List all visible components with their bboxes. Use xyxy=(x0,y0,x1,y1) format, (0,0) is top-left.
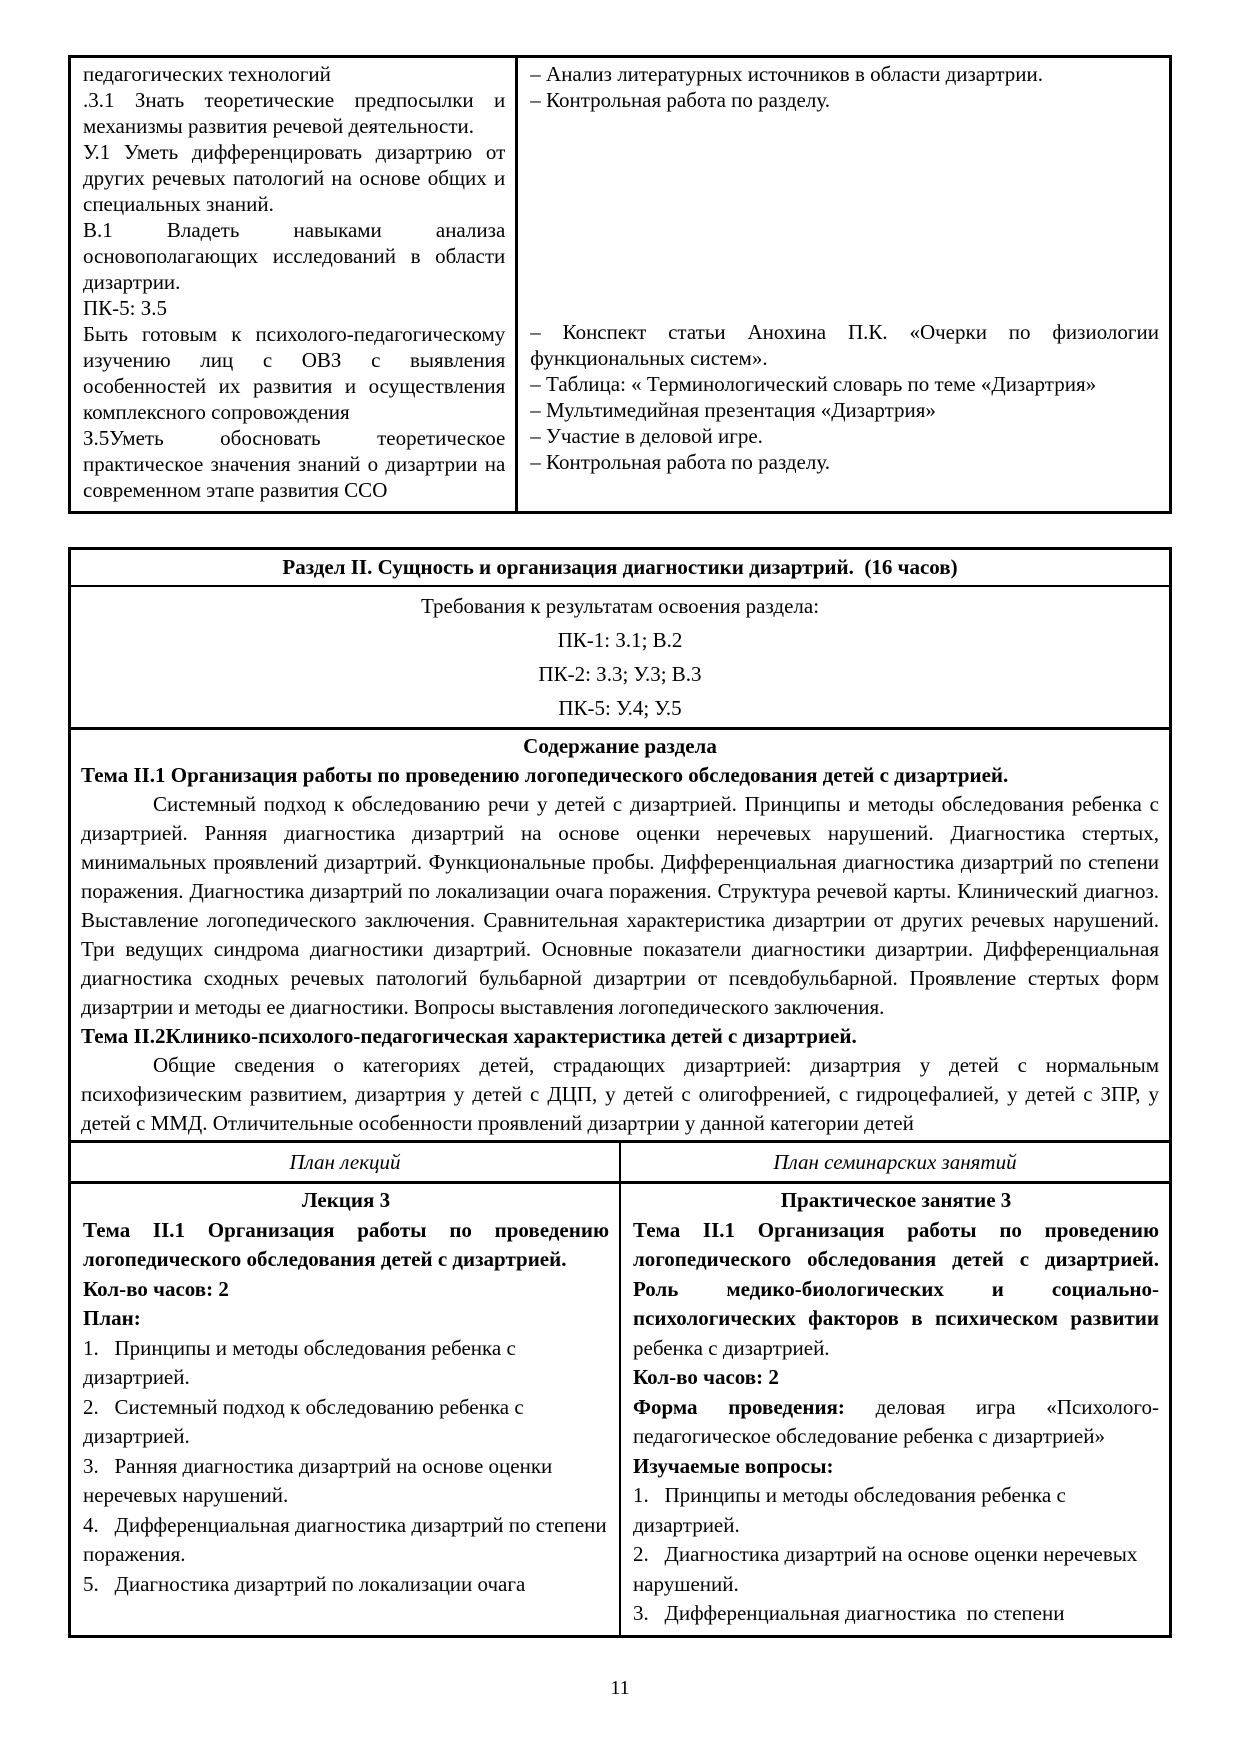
section-title: Раздел II. Сущность и организация диагностики дизартрий. (16 часов) xyxy=(70,549,1171,587)
content-cell xyxy=(70,729,1171,1142)
requirements-row xyxy=(70,586,1171,729)
seminar-form xyxy=(633,1393,1159,1452)
competency-paragraph: У.1 Уметь дифференцировать дизартрию от других речевых патологий на основе общих и специальных знаний. xyxy=(83,140,506,216)
section-title-row xyxy=(70,549,1171,587)
competencies-cell xyxy=(70,57,517,513)
competency-paragraph: Быть готовым к психолого-педагогическому изучению лиц с ОВЗ с выявления особенностей их развития и осуществления комплексного сопровождения xyxy=(83,322,506,424)
seminar-topic xyxy=(633,1216,1159,1364)
lecture-hours: Кол-во часов: 2 xyxy=(83,1276,229,1301)
assignments-cell xyxy=(517,57,1171,513)
requirement-line: ПК-2: З.3; У.3; В.3 xyxy=(538,662,702,686)
lecture-plan-label: План: xyxy=(83,1306,141,1330)
seminar-question-item: 3. Дифференциальная диагностика по степени xyxy=(633,1601,1065,1625)
seminar-topic-bold: Тема II.1 Организация работы по проведению логопедического обследования детей с дизартрией. Роль медико-биологических и социально-психологических факторов в психическом развитии xyxy=(633,1217,1159,1330)
lecture-topic: Тема II.1 Организация работы по проведению логопедического обследования детей с дизартрией. xyxy=(83,1217,609,1271)
seminar-form-label: Форма проведения: xyxy=(633,1394,845,1419)
topic-2-title: Тема II.2Клинико-психолого-педагогическая характеристика детей с дизартрией. xyxy=(81,1024,857,1048)
competency-paragraph: .3.1 Знать теоретические предпосылки и механизмы развития речевой деятельности. xyxy=(83,88,506,138)
topic-1-title: Тема II.1 Организация работы по проведению логопедического обследования детей с дизартрией. xyxy=(81,763,1009,787)
seminar-form-text: деловая игра «Психолого-педагогическое обследование ребенка с дизартрией» xyxy=(633,1394,1159,1448)
document-sheet xyxy=(68,55,1172,1638)
competency-code: ПК-5: З.5 xyxy=(83,296,168,320)
seminar-hours: Кол-во часов: 2 xyxy=(633,1365,779,1389)
assignment-item: – Анализ литературных источников в области дизартрии. xyxy=(530,62,1043,86)
lecture-plan-item: 4. Дифференциальная диагностика дизартрий по степени поражения. xyxy=(83,1512,607,1566)
competency-paragraph: З.5Уметь обосновать теоретическое практическое значения знаний о дизартрии на современном этапе развития ССО xyxy=(83,426,506,502)
plan-header-seminars: План семинарских занятий xyxy=(620,1142,1171,1183)
competencies-row xyxy=(70,57,1171,513)
assignment-item: – Конспект статьи Анохина П.К. «Очерки по физиологии функциональных систем». xyxy=(530,320,1159,370)
lecture-plan-item: 1. Принципы и методы обследования ребенка с дизартрией. xyxy=(83,1335,516,1389)
lecture-plan-cell xyxy=(70,1183,621,1637)
content-row xyxy=(70,729,1171,1142)
page-number: 11 xyxy=(610,1677,630,1699)
assignment-item: – Контрольная работа по разделу. xyxy=(530,450,831,474)
lecture-plan-item: 3. Ранняя диагностика дизартрий на основе оценки неречевых нарушений. xyxy=(83,1453,553,1507)
requirement-line: ПК-1: З.1; В.2 xyxy=(557,628,683,652)
plan-header-row xyxy=(70,1142,1171,1183)
lecture-title: Лекция 3 xyxy=(301,1188,391,1212)
lecture-plan-item: 2. Системный подход к обследованию ребенка с дизартрией. xyxy=(83,1394,524,1448)
section-table xyxy=(68,547,1172,1638)
requirement-line: ПК-5: У.4; У.5 xyxy=(558,696,682,720)
assignments-block-1 xyxy=(530,61,1159,113)
seminar-questions-label: Изучаемые вопросы: xyxy=(633,1453,834,1478)
requirements-heading: Требования к результатам освоения раздела: xyxy=(420,594,820,618)
requirements-cell xyxy=(70,586,1171,729)
seminar-title: Практическое занятие 3 xyxy=(780,1188,1012,1212)
topic-2-text: Общие сведения о категориях детей, страдающих дизартрией: дизартрия у детей с нормальным психофизическим развитием, дизартрия у детей с ДЦП, у детей с олигофренией, с гидроцефалией, у детей с ЗПР, у детей с ММД. Отличительные особенности проявлений дизартрии у данной категории детей xyxy=(81,1053,1159,1135)
competency-paragraph: В.1 Владеть навыками анализа основополагающих исследований в области дизартрии. xyxy=(83,218,506,294)
assignment-item: – Мультимедийная презентация «Дизартрия» xyxy=(530,398,936,422)
competencies-table xyxy=(68,55,1172,514)
assignments-block-2 xyxy=(530,319,1159,475)
seminar-question-item: 2. Диагностика дизартрий на основе оценки неречевых нарушений. xyxy=(633,1542,1138,1596)
content-heading: Содержание раздела xyxy=(523,734,717,758)
lecture-plan-item: 5. Диагностика дизартрий по локализации очага xyxy=(83,1571,526,1596)
competency-paragraph: педагогических технологий xyxy=(83,62,331,86)
assignment-item: – Участие в деловой игре. xyxy=(530,424,763,448)
seminar-plan-cell xyxy=(620,1183,1171,1637)
seminar-topic-regular: ребенка с дизартрией. xyxy=(633,1335,830,1360)
assignment-item: – Контрольная работа по разделу. xyxy=(530,88,831,112)
plan-header-lectures: План лекций xyxy=(70,1142,621,1183)
topic-1-text: Системный подход к обследованию речи у детей с дизартрией. Принципы и методы обследования ребенка с дизартрией. Ранняя диагностика дизартрий на основе оценки неречевых нарушений. Диагностика стертых, минимальных проявлений дизартрий. Функциональные пробы. Дифференциальная диагностика дизартрий по степени поражения. Диагностика дизартрий по локализации очага поражения. Структура речевой карты. Клинический диагноз. Выставление логопедического заключения. Сравнительная характеристика дизартрии от других речевых нарушений. Три ведущих синдрома диагностики дизартрий. Основные показатели диагностики дизартрии. Дифференциальная диагностика сходных речевых патологий бульбарной дизартрии от псевдобульбарной. Проявление стертых форм дизартрии и методы ее диагностики. Вопросы выставления логопедического заключения. xyxy=(81,792,1159,1019)
assignment-item: – Таблица: « Терминологический словарь по теме «Дизартрия» xyxy=(530,372,1097,396)
seminar-question-item: 1. Принципы и методы обследования ребенка с дизартрией. xyxy=(633,1483,1066,1537)
plan-body-row xyxy=(70,1183,1171,1637)
